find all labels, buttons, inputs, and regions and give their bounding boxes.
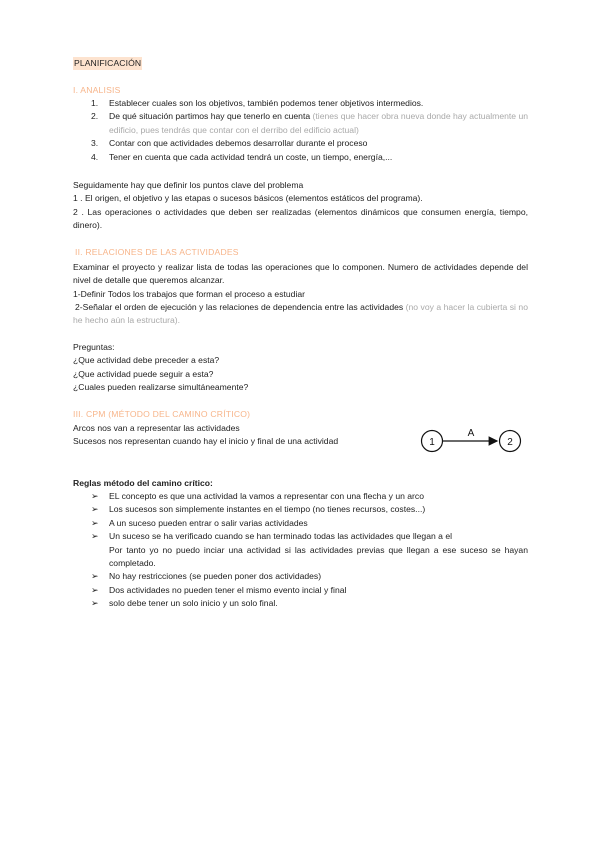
rules-heading: Reglas método del camino crítico:: [73, 478, 213, 488]
list-item-number: 4.: [91, 151, 99, 162]
list-item-text: Contar con que actividades debemos desarrollar durante el proceso: [109, 138, 368, 149]
cpm-diagram: [418, 422, 526, 458]
section-1-list: [91, 97, 528, 164]
rule-text: solo debe tener un solo inicio y un solo final.: [109, 598, 278, 609]
section-2-step-2-text: 2-Señalar el orden de ejecución y las relaciones de dependencia entre las actividades: [75, 302, 404, 312]
rule-item: [91, 530, 528, 570]
list-item: [91, 110, 528, 137]
question-item: ¿Que actividad debe preceder a esta?: [73, 355, 220, 365]
rule-item: [91, 490, 528, 503]
arrow-bullet-icon: ➢: [91, 517, 99, 528]
section-3-line-1: Arcos nos van a representar las actividades: [73, 423, 240, 433]
rule-text: No hay restricciones (se pueden poner dos actividades): [109, 571, 322, 582]
rule-item: [91, 584, 528, 597]
rule-text: A un suceso pueden entrar o salir varias actividades: [109, 517, 308, 528]
list-item: [91, 137, 528, 150]
arrow-bullet-icon: ➢: [91, 598, 99, 609]
section-2-para: Examinar el proyecto y realizar lista de todas las operaciones que lo componen. Numero de actividades depende del nivel de detalle que queremos alcanzar.: [73, 262, 528, 286]
list-item-number: 2.: [91, 111, 99, 122]
section-2-step-2: [73, 301, 528, 328]
rule-item: [91, 597, 528, 610]
section-1-para-1: 1 . El origen, el objetivo y las etapas o sucesos básicos (elementos estáticos del programa).: [73, 193, 423, 203]
arc-label: A: [467, 428, 475, 439]
rule-item: [91, 503, 528, 516]
rules-list: [91, 490, 528, 611]
list-item-number: 1.: [91, 98, 99, 108]
arrow-bullet-icon: ➢: [91, 531, 99, 542]
list-item: [91, 151, 528, 164]
arrow-bullet-icon: ➢: [91, 571, 99, 582]
section-3-line-2: Sucesos nos representan cuando hay el inicio y final de una actividad: [73, 436, 339, 446]
list-item-number: 3.: [91, 138, 99, 149]
rule-text: EL concepto es que una actividad la vamos a representar con una flecha y un arco: [109, 491, 424, 501]
arrow-bullet-icon: ➢: [91, 504, 99, 515]
list-item-text: De qué situación partimos hay que tenerlo en cuenta: [109, 111, 311, 122]
questions-label: Preguntas:: [73, 342, 115, 352]
rule-continuation: Por tanto yo no puedo inciar una actividad si las actividades previas que llegan a ese suceso se hayan completado.: [109, 544, 528, 569]
list-item-note: (tienes que hacer obra nueva donde hay actualmente un edificio, pues tendrás que contar con el derribo del edificio actual): [109, 111, 529, 135]
page-title: PLANIFICACIÓN: [73, 57, 142, 70]
list-item: [91, 97, 528, 110]
arrow-bullet-icon: ➢: [91, 491, 99, 501]
section-1-para-intro: Seguidamente hay que definir los puntos clave del problema: [73, 180, 304, 190]
rule-text: Un suceso se ha verificado cuando se han terminado todas las actividades que llegan a el: [109, 531, 453, 542]
list-item-text: Tener en cuenta que cada actividad tendrá un coste, un tiempo, energía,...: [109, 151, 393, 162]
section-1-para-2: 2 . Las operaciones o actividades que deben ser realizadas (elementos dinámicos que consumen energía, tiempo, dinero).: [73, 207, 528, 231]
rule-text: Los sucesos son simplemente instantes en el tiempo (no tienes recursos, costes...): [109, 504, 426, 515]
arrow-bullet-icon: ➢: [91, 584, 99, 595]
section-2-step-2-note: (no voy a hacer la cubierta si no he hecho aún la estructura).: [73, 302, 528, 326]
node-start-label: 1: [429, 437, 435, 448]
question-item: ¿Cuales pueden realizarse simultáneamente?: [73, 382, 249, 392]
rule-item: [91, 517, 528, 530]
section-2-heading: II. RELACIONES DE LAS ACTIVIDADES: [75, 247, 239, 257]
section-2-step-1: 1-Definir Todos los trabajos que forman el proceso a estudiar: [73, 289, 305, 299]
question-item: ¿Que actividad puede seguir a esta?: [73, 369, 214, 379]
section-3-heading: III. CPM (MÉTODO DEL CAMINO CRÍTICO): [73, 409, 251, 419]
node-end-label: 2: [507, 437, 513, 448]
section-1-heading: I. ANALISIS: [73, 85, 121, 95]
list-item-text: Establecer cuales son los objetivos, también podemos tener objetivos intermedios.: [109, 98, 424, 108]
rule-item: [91, 570, 528, 583]
rule-text: Dos actividades no pueden tener el mismo evento incial y final: [109, 584, 347, 595]
